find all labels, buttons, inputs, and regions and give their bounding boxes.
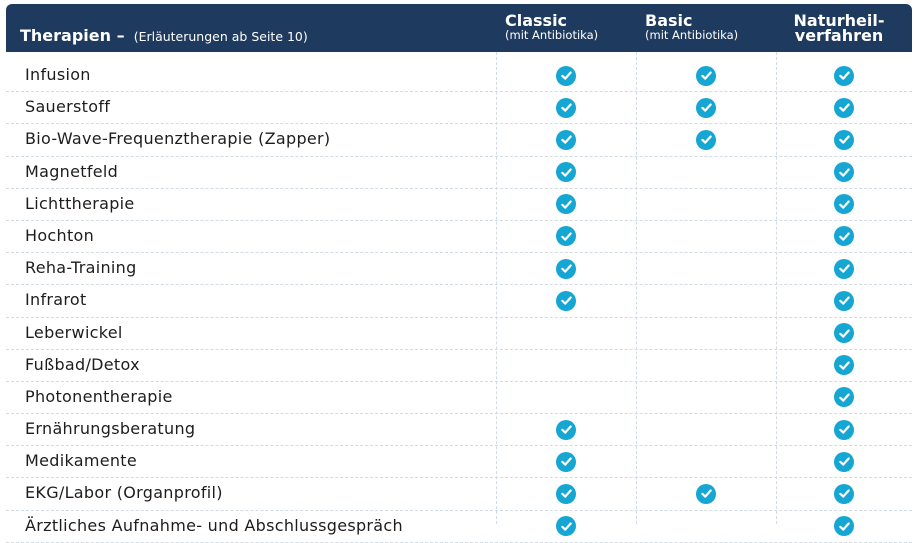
therapy-label: EKG/Labor (Organprofil)	[25, 483, 223, 503]
column-name-natur-line2: verfahren	[794, 26, 884, 45]
cell-natur	[776, 285, 912, 316]
therapy-label: Leberwickel	[25, 322, 123, 342]
therapy-label: Ärztliches Aufnahme- und Abschlussgespräch	[25, 515, 403, 535]
cell-basic	[636, 60, 776, 91]
cell-natur	[776, 511, 912, 542]
check-circle-icon	[696, 66, 716, 86]
check-circle-icon	[834, 98, 854, 118]
cell-classic	[496, 92, 636, 123]
check-circle-icon	[556, 291, 576, 311]
therapy-table	[6, 4, 912, 535]
cell-basic	[636, 382, 776, 413]
cell-natur	[776, 253, 912, 284]
check-circle-icon	[834, 130, 854, 150]
check-circle-icon	[834, 194, 854, 214]
check-circle-icon	[834, 226, 854, 246]
check-circle-icon	[696, 98, 716, 118]
table-title	[20, 26, 308, 45]
cell-natur	[776, 382, 912, 413]
table-row	[6, 414, 912, 446]
table-row	[6, 446, 912, 478]
cell-classic	[496, 446, 636, 477]
check-circle-icon	[556, 516, 576, 536]
therapy-label: Infrarot	[25, 290, 87, 310]
cell-classic	[496, 221, 636, 252]
cell-natur	[776, 350, 912, 381]
check-circle-icon	[556, 98, 576, 118]
check-circle-icon	[834, 291, 854, 311]
table-row	[6, 189, 912, 221]
title-main: Therapien –	[20, 26, 125, 45]
cell-basic	[636, 157, 776, 188]
therapy-label: Photonentherapie	[25, 386, 173, 406]
check-circle-icon	[834, 452, 854, 472]
column-name-natur-line1: Naturheil-	[793, 11, 885, 30]
table-body	[6, 60, 912, 543]
cell-basic	[636, 318, 776, 349]
cell-natur	[776, 446, 912, 477]
check-circle-icon	[556, 420, 576, 440]
therapy-label: Magnetfeld	[25, 161, 119, 181]
column-header-classic	[505, 13, 598, 41]
table-row	[6, 350, 912, 382]
cell-classic	[496, 318, 636, 349]
column-name-classic: Classic	[505, 11, 568, 30]
therapy-label: Bio-Wave-Frequenztherapie (Zapper)	[25, 129, 331, 149]
cell-basic	[636, 511, 776, 542]
check-circle-icon	[834, 259, 854, 279]
cell-natur	[776, 478, 912, 509]
column-note-classic: (mit Antibiotika)	[505, 28, 599, 42]
check-circle-icon	[556, 66, 576, 86]
table-row	[6, 478, 912, 510]
cell-natur	[776, 318, 912, 349]
check-circle-icon	[834, 355, 854, 375]
therapy-label: Hochton	[25, 225, 95, 245]
cell-natur	[776, 189, 912, 220]
table-row	[6, 92, 912, 124]
therapy-label: Lichttherapie	[25, 193, 135, 213]
cell-classic	[496, 253, 636, 284]
cell-classic	[496, 124, 636, 155]
title-subtitle: (Erläuterungen ab Seite 10)	[133, 29, 308, 44]
cell-classic	[496, 285, 636, 316]
cell-basic	[636, 285, 776, 316]
check-circle-icon	[834, 162, 854, 182]
table-row	[6, 221, 912, 253]
check-circle-icon	[696, 484, 716, 504]
check-circle-icon	[556, 452, 576, 472]
column-header-basic	[645, 13, 738, 41]
cell-classic	[496, 157, 636, 188]
cell-basic	[636, 446, 776, 477]
table-row	[6, 253, 912, 285]
check-circle-icon	[834, 323, 854, 343]
cell-classic	[496, 382, 636, 413]
cell-natur	[776, 414, 912, 445]
therapy-label: Infusion	[25, 65, 91, 84]
check-circle-icon	[834, 516, 854, 536]
cell-natur	[776, 60, 912, 91]
table-row	[6, 124, 912, 156]
cell-natur	[776, 124, 912, 155]
table-row	[6, 285, 912, 317]
table-header	[6, 4, 912, 52]
cell-classic	[496, 189, 636, 220]
cell-classic	[496, 350, 636, 381]
check-circle-icon	[556, 259, 576, 279]
check-circle-icon	[834, 484, 854, 504]
cell-classic	[496, 414, 636, 445]
table-row	[6, 382, 912, 414]
therapy-label: Fußbad/Detox	[25, 354, 140, 374]
cell-basic	[636, 350, 776, 381]
check-circle-icon	[696, 130, 716, 150]
check-circle-icon	[834, 387, 854, 407]
check-circle-icon	[556, 226, 576, 246]
cell-basic	[636, 253, 776, 284]
table-row	[6, 60, 912, 92]
cell-natur	[776, 221, 912, 252]
therapy-label: Reha-Training	[25, 258, 137, 278]
check-circle-icon	[556, 162, 576, 182]
cell-basic	[636, 124, 776, 155]
cell-basic	[636, 189, 776, 220]
cell-basic	[636, 92, 776, 123]
column-name-basic: Basic	[645, 11, 693, 30]
cell-basic	[636, 478, 776, 509]
check-circle-icon	[556, 484, 576, 504]
check-circle-icon	[834, 66, 854, 86]
cell-classic	[496, 478, 636, 509]
check-circle-icon	[834, 420, 854, 440]
cell-basic	[636, 414, 776, 445]
cell-classic	[496, 60, 636, 91]
table-row	[6, 157, 912, 189]
check-circle-icon	[556, 130, 576, 150]
cell-basic	[636, 221, 776, 252]
cell-natur	[776, 157, 912, 188]
cell-classic	[496, 511, 636, 542]
therapy-label: Medikamente	[25, 451, 138, 471]
table-row	[6, 318, 912, 350]
column-note-basic: (mit Antibiotika)	[645, 28, 739, 42]
therapy-label: Ernährungsberatung	[25, 419, 196, 439]
column-header-naturheilverfahren	[793, 13, 885, 43]
cell-natur	[776, 92, 912, 123]
therapy-label: Sauerstoff	[25, 97, 111, 117]
check-circle-icon	[556, 194, 576, 214]
